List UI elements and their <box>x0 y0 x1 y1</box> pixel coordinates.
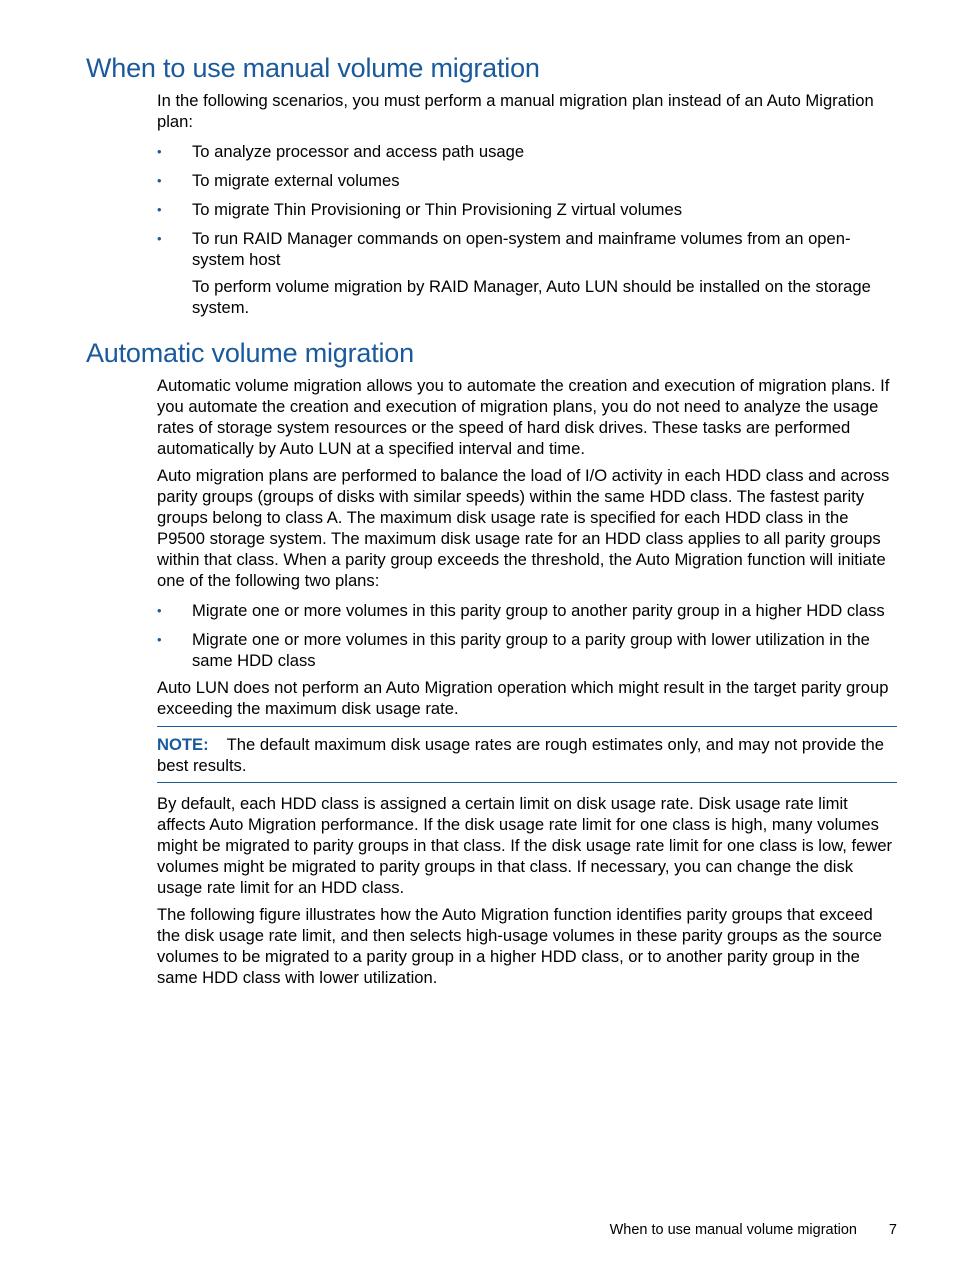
bullet-icon: • <box>157 144 162 159</box>
list-item-text: To run RAID Manager commands on open-system and mainframe volumes from an open-system host <box>192 229 851 269</box>
list-item <box>157 141 897 162</box>
list-item <box>157 600 897 621</box>
page-number: 7 <box>888 1222 897 1238</box>
paragraph: Auto migration plans are performed to balance the load of I/O activity in each HDD class and across parity groups (groups of disks with similar speeds) within the same HDD class. The fastest parity groups belong to class A. The maximum disk usage rate is specified for each HDD class in the P9500 storage system. The maximum disk usage rate for an HDD class applies to all parity groups within that class. When a parity group exceeds the threshold, the Auto Migration function will initiate one of the following two plans: <box>157 466 890 590</box>
note-text: The default maximum disk usage rates are rough estimates only, and may not provide the best results. <box>157 735 884 775</box>
list-item <box>157 629 897 671</box>
list-item-text: To migrate external volumes <box>192 171 400 190</box>
intro-paragraph: In the following scenarios, you must perform a manual migration plan instead of an Auto Migration plan: <box>157 91 874 131</box>
list-item <box>157 199 897 220</box>
paragraph: Auto LUN does not perform an Auto Migration operation which might result in the target parity group exceeding the maximum disk usage rate. <box>157 678 889 718</box>
list-item-text: To migrate Thin Provisioning or Thin Provisioning Z virtual volumes <box>192 200 683 219</box>
bullet-icon: • <box>157 603 162 618</box>
bullet-icon: • <box>157 231 162 246</box>
section-heading-automatic-migration: Automatic volume migration <box>86 338 414 368</box>
list-item-subnote: To perform volume migration by RAID Manager, Auto LUN should be installed on the storage system. <box>192 277 871 317</box>
paragraph: The following figure illustrates how the Auto Migration function identifies parity groups that exceed the disk usage rate limit, and then selects high-usage volumes in these parity groups as the source volumes to be migrated to a parity group in a higher HDD class, or to another parity group in the same HDD class with lower utilization. <box>157 905 882 987</box>
paragraph: Automatic volume migration allows you to automate the creation and execution of migration plans. If you automate the creation and execution of migration plans, you do not need to analyze the usage rates of storage system resources or the speed of hard disk drives. These tasks are performed automatically by Auto LUN at a specified interval and time. <box>157 376 890 458</box>
section-heading-manual-migration: When to use manual volume migration <box>86 53 540 83</box>
section-body-manual-migration <box>157 90 897 318</box>
section-body-automatic-migration <box>157 375 897 994</box>
list-item-text: Migrate one or more volumes in this parity group to a parity group with lower utilization in the same HDD class <box>192 630 870 670</box>
list-item <box>157 228 897 270</box>
list-item <box>157 170 897 191</box>
footer-title: When to use manual volume migration <box>609 1222 857 1238</box>
bullet-icon: • <box>157 202 162 217</box>
note-label: NOTE: <box>157 735 209 754</box>
list-item-text: Migrate one or more volumes in this parity group to another parity group in a higher HDD class <box>192 601 885 620</box>
paragraph: By default, each HDD class is assigned a certain limit on disk usage rate. Disk usage rate limit affects Auto Migration performance. If the disk usage rate limit for one class is high, many volumes might be migrated to parity groups in that class. If the disk usage rate limit for one class is low, fewer volumes might be migrated to parity groups in that class. If necessary, you can change the disk usage rate limit for an HDD class. <box>157 794 893 897</box>
list-item-text: To analyze processor and access path usage <box>192 142 525 161</box>
note-box <box>157 726 897 783</box>
bullet-icon: • <box>157 173 162 188</box>
bullet-icon: • <box>157 632 162 647</box>
